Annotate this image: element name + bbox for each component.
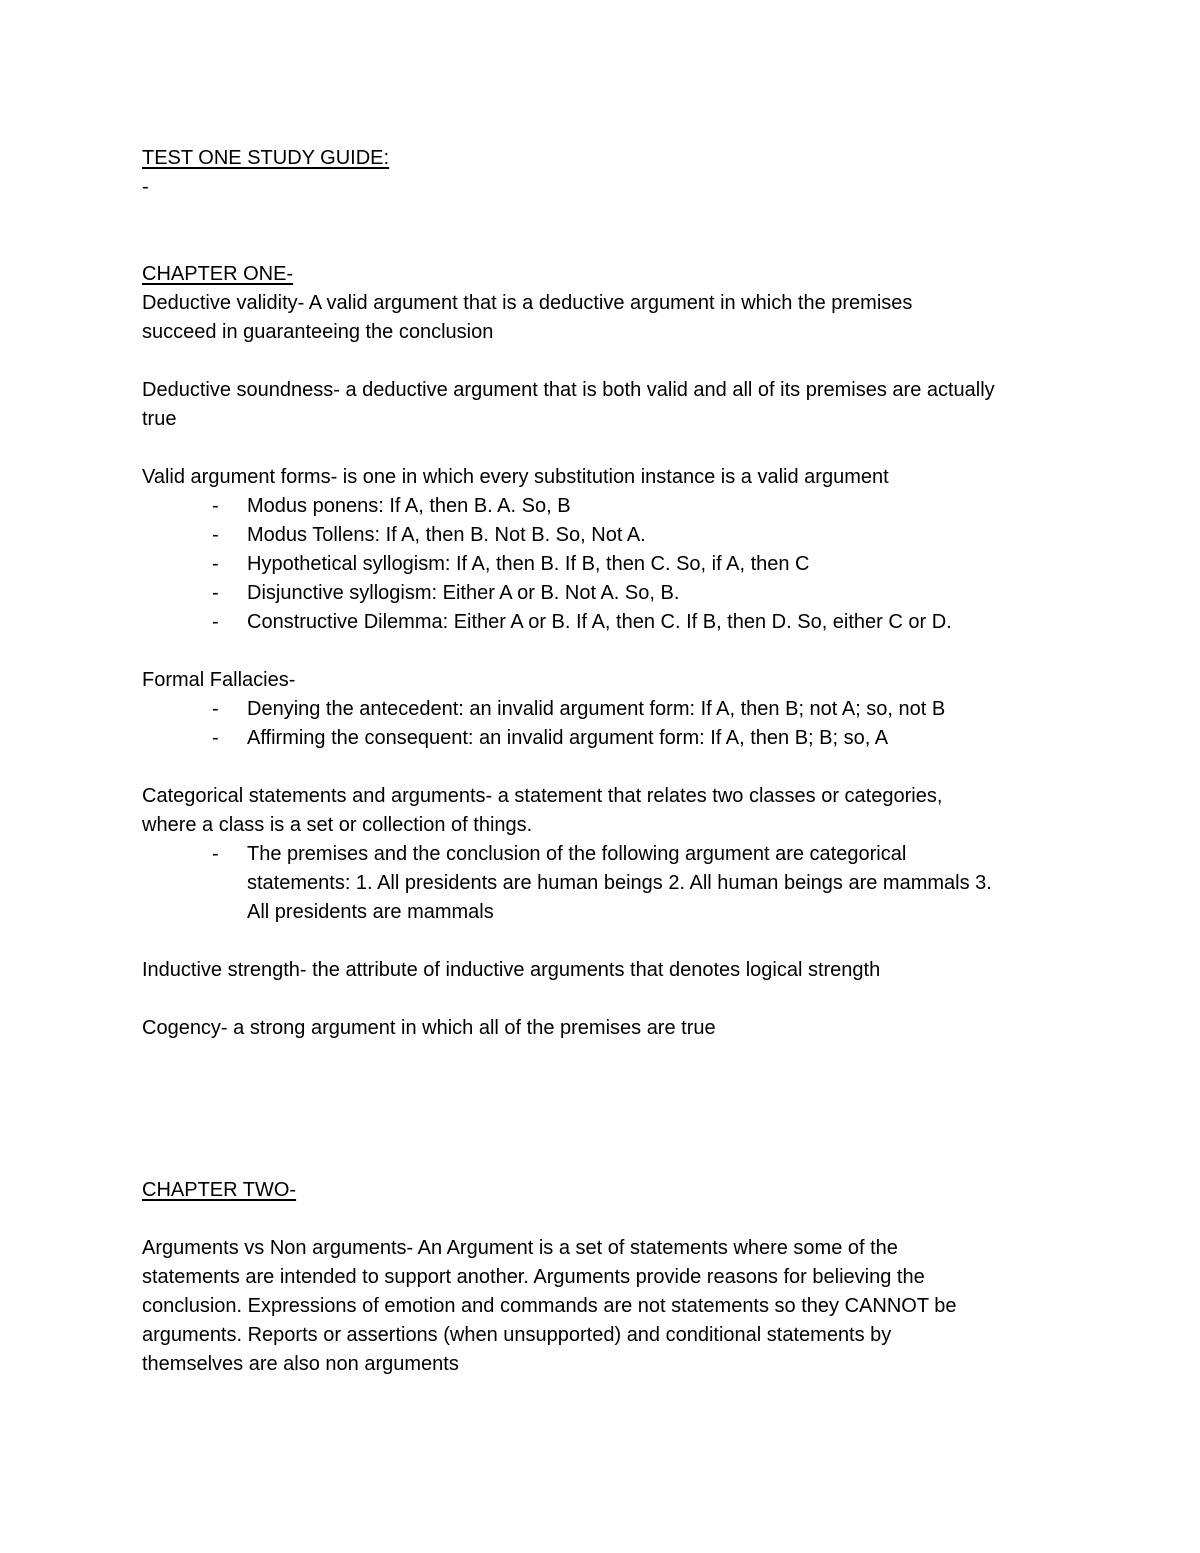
categorical-example-line-1: The premises and the conclusion of the following argument are categorical [247, 843, 907, 865]
form-disjunctive-syllogism: Disjunctive syllogism: Either A or B. Not A. So, B. [247, 582, 680, 604]
arguments-line-3: conclusion. Expressions of emotion and commands are not statements so they CANNOT be [142, 1295, 957, 1317]
form-constructive-dilemma: Constructive Dilemma: Either A or B. If A, then C. If B, then D. So, either C or D. [247, 611, 952, 633]
bullet-dash: - [212, 698, 219, 720]
arguments-line-1: Arguments vs Non arguments- An Argument is a set of statements where some of the [142, 1237, 898, 1259]
deductive-validity-line-1: Deductive validity- A valid argument that is a deductive argument in which the premises [142, 292, 913, 314]
bullet-dash: - [212, 611, 219, 633]
chapter-two-heading: CHAPTER TWO- [142, 1179, 297, 1201]
arguments-line-2: statements are intended to support another. Arguments provide reasons for believing the [142, 1266, 925, 1288]
categorical-example-line-2: statements: 1. All presidents are human beings 2. All human beings are mammals 3. [247, 872, 992, 894]
categorical-line-2: where a class is a set or collection of things. [142, 814, 533, 836]
fallacy-denying-antecedent: Denying the antecedent: an invalid argument form: If A, then B; not A; so, not B [247, 698, 946, 720]
list-item [142, 840, 1072, 927]
form-hypothetical-syllogism: Hypothetical syllogism: If A, then B. If B, then C. So, if A, then C [247, 553, 810, 575]
valid-argument-forms-intro: Valid argument forms- is one in which every substitution instance is a valid argument [142, 466, 889, 488]
bullet-dash: - [212, 495, 219, 517]
list-item [142, 550, 1072, 579]
form-modus-ponens: Modus ponens: If A, then B. A. So, B [247, 495, 571, 517]
list-item [142, 579, 1072, 608]
valid-argument-forms-list [142, 492, 1072, 637]
deductive-soundness-line-2: true [142, 408, 177, 430]
list-item [142, 724, 1072, 753]
categorical-example-line-3: All presidents are mammals [247, 901, 494, 923]
list-item [142, 521, 1072, 550]
form-modus-tollens: Modus Tollens: If A, then B. Not B. So, Not A. [247, 524, 646, 546]
document-page [142, 144, 1072, 1379]
list-item [142, 492, 1072, 521]
categorical-example-list [142, 840, 1072, 927]
bullet-dash: - [212, 582, 219, 604]
chapter-one-heading: CHAPTER ONE- [142, 263, 294, 285]
categorical-line-1: Categorical statements and arguments- a statement that relates two classes or categories, [142, 785, 943, 807]
inductive-strength: Inductive strength- the attribute of inductive arguments that denotes logical strength [142, 959, 881, 981]
bullet-dash: - [212, 524, 219, 546]
bullet-dash: - [212, 553, 219, 575]
fallacy-affirming-consequent: Affirming the consequent: an invalid argument form: If A, then B; B; so, A [247, 727, 889, 749]
cogency: Cogency- a strong argument in which all of the premises are true [142, 1017, 716, 1039]
title-dash: - [142, 176, 149, 198]
formal-fallacies-list [142, 695, 1072, 753]
bullet-dash: - [212, 843, 219, 865]
list-item [142, 608, 1072, 637]
deductive-soundness-line-1: Deductive soundness- a deductive argument that is both valid and all of its premises are actually [142, 379, 995, 401]
formal-fallacies-intro: Formal Fallacies- [142, 669, 296, 691]
arguments-line-4: arguments. Reports or assertions (when unsupported) and conditional statements by [142, 1324, 892, 1346]
deductive-validity-line-2: succeed in guaranteeing the conclusion [142, 321, 494, 343]
bullet-dash: - [212, 727, 219, 749]
arguments-line-5: themselves are also non arguments [142, 1353, 459, 1375]
list-item [142, 695, 1072, 724]
document-title: TEST ONE STUDY GUIDE: [142, 147, 390, 169]
